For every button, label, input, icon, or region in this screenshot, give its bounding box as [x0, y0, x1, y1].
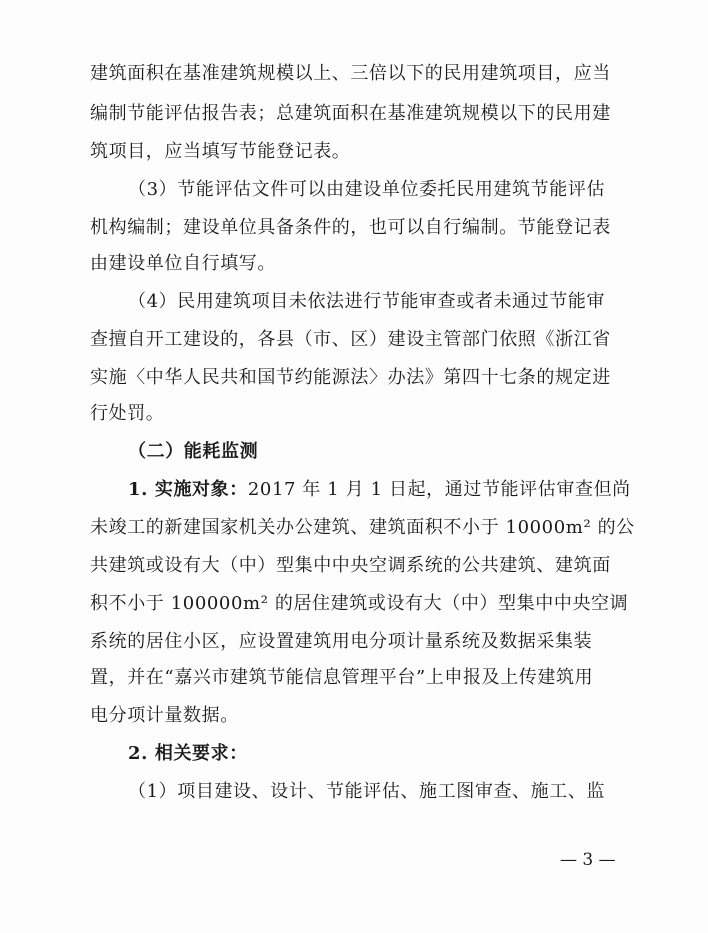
- paragraph-line: 查擅自开工建设的，各县（市、区）建设主管部门依照《浙江省: [90, 329, 611, 350]
- paragraph-line: 行处罚。: [90, 403, 165, 424]
- paragraph-line: （4）民用建筑项目未依法进行节能审查或者未通过节能审: [128, 291, 606, 312]
- paragraph-line: 机构编制；建设单位具备条件的，也可以自行编制。节能登记表: [90, 217, 611, 238]
- paragraph-line: 电分项计量数据。: [90, 705, 239, 726]
- paragraph-line: 筑项目，应当填写节能登记表。: [90, 141, 351, 162]
- paragraph-line: 共建筑或设有大（中）型集中中央空调系统的公共建筑、建筑面: [90, 555, 611, 576]
- item-heading: 2. 相关要求：: [128, 743, 248, 764]
- item-text: 2017 年 1 月 1 日起，通过节能评估审查但尚: [247, 479, 631, 500]
- page-number: — 3 —: [560, 850, 616, 870]
- paragraph-line: [128, 478, 630, 502]
- paragraph-line: 建筑面积在基准建筑规模以上、三倍以下的民用建筑项目，应当: [90, 63, 611, 84]
- paragraph-line: 编制节能评估报告表；总建筑面积在基准建筑规模以下的民用建: [90, 103, 611, 124]
- item-label: 1. 实施对象：: [128, 479, 248, 500]
- paragraph-line: 未竣工的新建国家机关办公建筑、建筑面积不小于 10000m² 的公: [90, 517, 635, 538]
- paragraph-line: （3）节能评估文件可以由建设单位委托民用建筑节能评估: [128, 179, 606, 200]
- paragraph-line: 由建设单位自行填写。: [90, 253, 276, 274]
- section-heading: （二）能耗监测: [128, 441, 259, 462]
- paragraph-line: 系统的居住小区，应设置建筑用电分项计量系统及数据采集装: [90, 631, 593, 652]
- paragraph-line: 积不小于 100000m² 的居住建筑或设有大（中）型集中中央空调: [90, 593, 629, 614]
- paragraph-line: （1）项目建设、设计、节能评估、施工图审查、施工、监: [128, 781, 606, 802]
- paragraph-line: 置，并在“嘉兴市建筑节能信息管理平台”上申报及上传建筑用: [90, 667, 594, 688]
- paragraph-line: 实施〈中华人民共和国节约能源法〉办法》第四十七条的规定进: [90, 367, 611, 388]
